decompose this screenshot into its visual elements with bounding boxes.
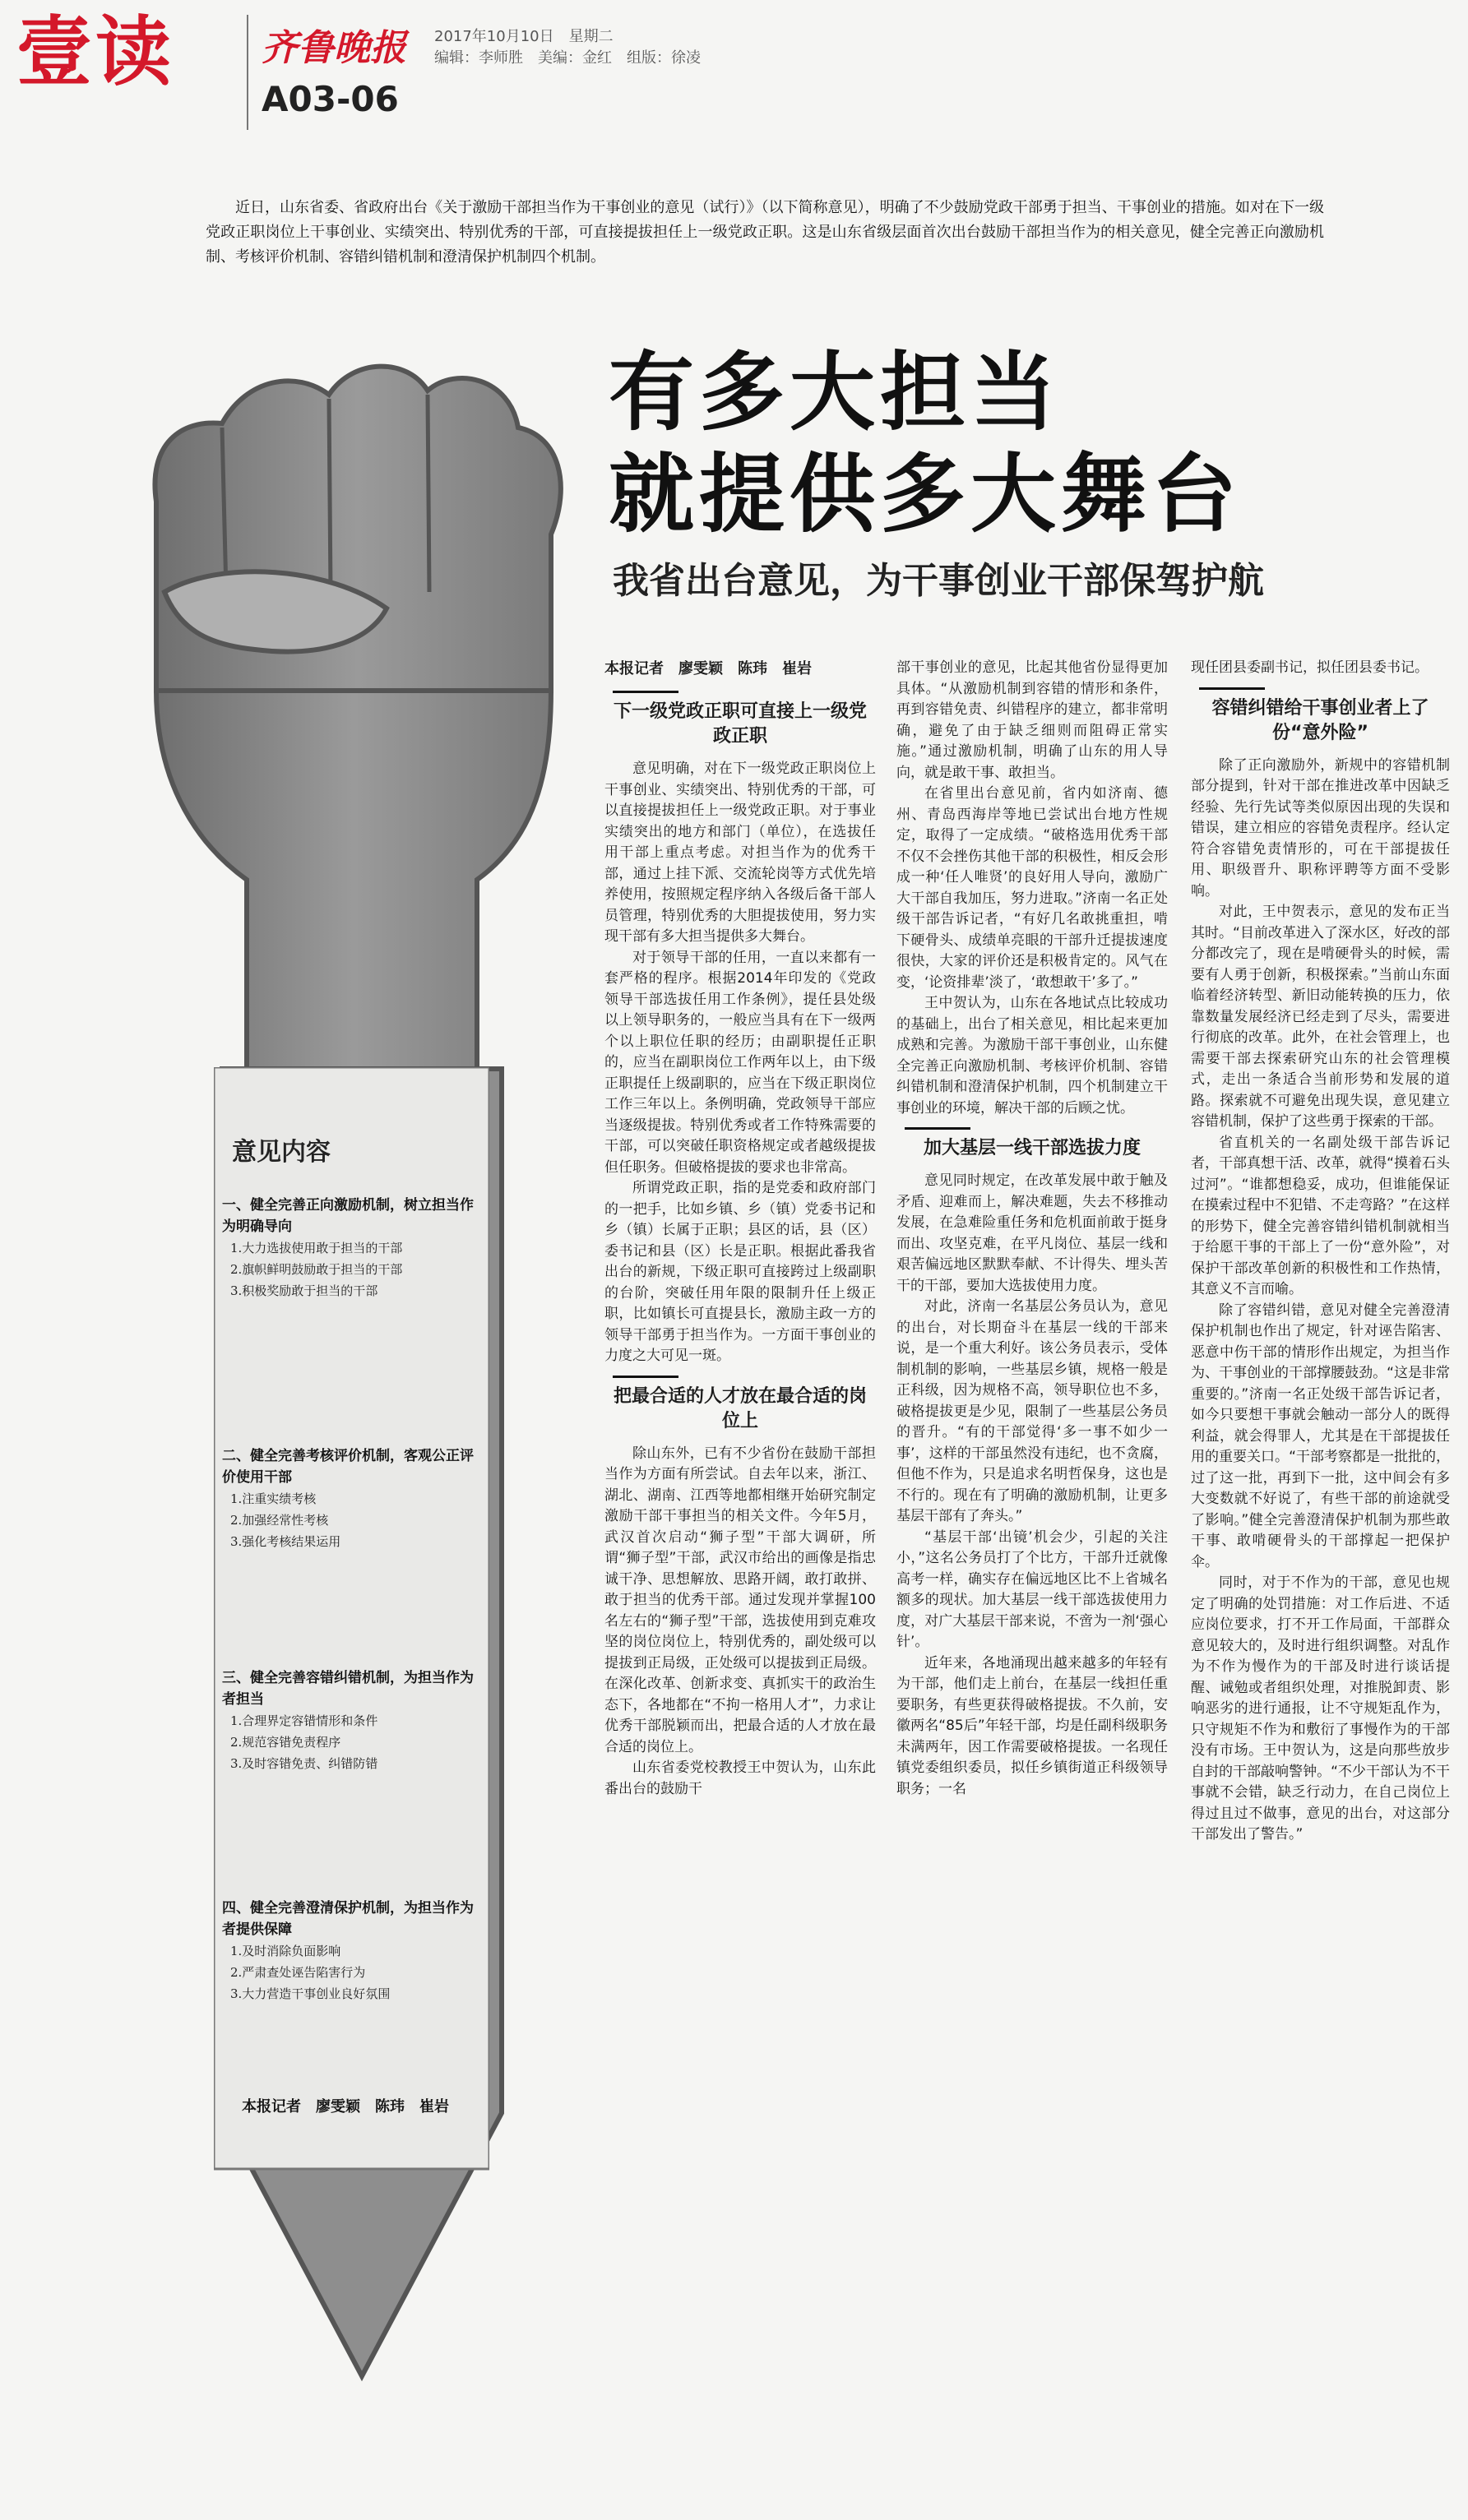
sidebar-item: 3.积极奖励敢于担当的干部 (230, 1283, 378, 1298)
article-paragraph: 同时，对于不作为的干部，意见也规定了明确的处罚措施：对工作后进、不适应岗位要求，打不开工作局面，干部群众意见较大的，及时进行组织调整。对乱作为不作为慢作为的干部及时进行谈话提醒、诫勉或者组织处理，对推脱卸责、影响恶劣的进行通报，让不守规矩乱作为，只守规矩不作为和敷衍了事慢作为的干部没有市场。王中贺认为，这是向那些放步自封的干部敲响警钟。“不少干部认为不干事就不会错，缺乏行动力，在自己岗位上得过且过不做事，意见的出台，对这部分干部发出了警告。” (1191, 1574, 1450, 1843)
sidebar-section-heading: 二、健全完善考核评价机制，客观公正评价使用干部 (222, 1448, 474, 1486)
sidebar-item: 2.加强经常性考核 (230, 1513, 329, 1528)
sidebar-title: 意见内容 (232, 1138, 331, 1167)
sidebar-section-1 (222, 1195, 484, 1302)
page-number: A03-06 (262, 79, 399, 119)
sidebar-item: 2.严肃查处诬告陷害行为 (230, 1965, 366, 1980)
subsection-heading: 下一级党政正职可直接上一级党政正职 (604, 691, 876, 749)
article-paragraph: 在省里出台意见前，省内如济南、德州、青岛西海岸等地已尝试出台地方性规定，取得了一定成绩。“破格选用优秀干部不仅不会挫伤其他干部的积极性，相反会形成一种‘任人唯贤’的良好用人导向，激励广大干部自我加压，努力进取。”济南一名正处级干部告诉记者，“有好几名敢挑重担，啃下硬骨头、成绩单亮眼的干部升迁提拔速度很快，大家的评价还是积极肯定的。风气在变，‘论资排辈’淡了，‘敢想敢干’多了。” (896, 785, 1168, 991)
article-paragraph: 对此，王中贺表示，意见的发布正当其时。“目前改革进入了深水区，好改的部分都改完了，现在是啃硬骨头的时候，需要有人勇于创新，积极探索。”当前山东面临着经济转型、新旧动能转换的压力，依靠数量发展经济已经走到了尽头，需要进行彻底的改革。此外，在社会管理上，也需要干部去探索研究山东的社会管理模式，走出一条适合当前形势和发展的道路。探索就不可避免出现失误，意见建立容错机制，保护了这些勇于探索的干部。 (1191, 904, 1450, 1130)
article-paragraph: 除了容错纠错，意见对健全完善澄清保护机制也作出了规定，针对诬告陷害、恶意中伤干部的情形作出规定，为担当作为、干事创业的干部撑腰鼓劲。“这是非常重要的。”济南一名正处级干部告诉记者，如今只要想干事就会触动一部分人的既得利益，就会得罪人，尤其是在干部提拔任用的重要关口。“干部考察都是一批批的，过了这一批，再到下一批，这中间会有多大变数就不好说了，有些干部的前途就受了影响。”健全完善澄清保护机制为那些敢干事、敢啃硬骨头的干部撑起一把保护伞。 (1191, 1302, 1450, 1570)
intro-paragraph: 近日，山东省委、省政府出台《关于激励干部担当作为干事创业的意见（试行）》（以下简称意见），明确了不少鼓励党政干部勇于担当、干事创业的措施。如对在下一级党政正职岗位上干事创业、实绩突出、特别优秀的干部，可直接提拔担任上一级党政正职。这是山东省级层面首次出台鼓励干部担当作为的相关意见，健全完善正向激励机制、考核评价机制、容错纠错机制和澄清保护机制四个机制。 (206, 199, 1324, 266)
article-column-2 (896, 658, 1168, 1800)
article-byline: 本报记者 廖雯颖 陈玮 崔岩 (604, 660, 812, 677)
article-paragraph: 除了正向激励外，新规中的容错机制部分提到，针对干部在推进改革中因缺乏经验、先行先试等类似原因出现的失误和错误，建立相应的容错免责程序。经认定符合容错免责情形的，可在干部提拔任用、职级晋升、职称评聘等方面不受影响。 (1191, 756, 1450, 899)
fist-palm (156, 691, 551, 1085)
article-paragraph: 现任团县委副书记，拟任团县委书记。 (1191, 659, 1429, 676)
article-paragraph: 山东省委党校教授王中贺认为，山东此番出台的鼓励干 (604, 1759, 876, 1797)
sidebar-opinion-contents (214, 1067, 489, 2161)
article-paragraph: 所谓党政正职，指的是党委和政府部门的一把手，比如乡镇、乡（镇）党委书记和乡（镇）长属于正职；县区的话，县（区）委书记和县（区）长是正职。根据此番我省出台的新规，下级正职可直接跨过上级副职的台阶，突破任用年限的限制升任上级正职，比如镇长可直提县长，激励主政一方的领导干部勇于担当作为。一方面干事创业的力度之大可见一斑。 (604, 1180, 876, 1364)
article-paragraph: 省直机关的一名副处级干部告诉记者，干部真想干活、改革，就得“摸着石头过河”。“谁都想稳妥，成功，但谁能保证在摸索过程中不犯错、不走弯路？”在这样的形势下，健全完善容错纠错机制就相当于给愿干事的干部上了一份“意外险”，对保护干部改革创新的积极性和工作热情，其意义不言而喻。 (1191, 1134, 1450, 1297)
article-paragraph: 对于领导干部的任用，一直以来都有一套严格的程序。根据2014年印发的《党政领导干部选拔任用工作条例》，提任县处级以上领导职务的，一般应当具有在下一级两个以上职位任职的经历；由副职提任正职的，应当在副职岗位工作两年以上，由下级正职提任上级副职的，应当在下级正职岗位工作三年以上。条例明确，党政领导干部应当逐级提拔。特别优秀或者工作特殊需要的干部，可以突破任职资格规定或者越级提拔但任职务。但破格提拔的要求也非常高。 (604, 949, 876, 1176)
sidebar-section-heading: 一、健全完善正向激励机制，树立担当作为明确导向 (222, 1197, 474, 1235)
sidebar-item: 3.大力营造干事创业良好氛围 (230, 1986, 391, 2001)
article-paragraph: 意见明确，对在下一级党政正职岗位上干事创业、实绩突出、特别优秀的干部，可以直接提拔担任上一级党政正职。对于事业实绩突出的地方和部门（单位），在选拔任用干部上重点考虑。对担当作为的优秀干部，通过上挂下派、交流轮岗等方式优先培养使用，按照规定程序纳入各级后备干部人员管理，特别优秀的大胆提拔使用，努力实现干部有多大担当提供多大舞台。 (604, 761, 876, 945)
subsection-heading: 容错纠错给干事创业者上了份“意外险” (1191, 687, 1450, 746)
sidebar-item: 1.及时消除负面影响 (230, 1944, 341, 1958)
article-paragraph: 意见同时规定，在改革发展中敢于触及矛盾、迎难而上，解决难题，失去不移推动发展，在急难险重任务和危机面前敢于挺身而出、攻坚克难，在平凡岗位、基层一线和艰苦偏远地区默默奉献、不计得失、埋头苦干的干部，要加大选拔使用力度。 (896, 1172, 1168, 1294)
article-column-3 (1191, 658, 1450, 1846)
sidebar-section-heading: 四、健全完善澄清保护机制，为担当作为者提供保障 (222, 1900, 474, 1938)
sidebar-item: 2.旗帜鲜明鼓励敢于担当的干部 (230, 1262, 403, 1277)
editorial-staff: 编辑：李师胜 美编：金红 组版：徐凌 (434, 49, 701, 67)
article-paragraph: 王中贺认为，山东在各地试点比较成功的基础上，出台了相关意见，相比起来更加成熟和完善。为激励干部干事创业，山东健全完善正向激励机制、考核评价机制、容错纠错机制和澄清保护机制，四个机制建立干事创业的环境，解决干部的后顾之忧。 (896, 995, 1168, 1117)
sidebar-item: 3.及时容错免责、纠错防错 (230, 1756, 378, 1771)
masthead-divider (247, 15, 248, 130)
sidebar-byline: 本报记者 廖雯颖 陈玮 崔岩 (242, 2098, 449, 2115)
headline-line-2: 就提供多大舞台 (609, 444, 1243, 544)
sidebar-section-heading: 三、健全完善容错纠错机制，为担当作为者担当 (222, 1670, 474, 1708)
sidebar-item: 1.合理界定容错情形和条件 (230, 1713, 378, 1728)
article-paragraph: “基层干部‘出镜’机会少，引起的关注小，”这名公务员打了个比方，干部升迁就像高考一样，确实存在偏远地区比不上省城名额多的现状。加大基层一线干部选拔使用力度，对广大基层干部来说，不啻为一剂‘强心针’。 (896, 1528, 1168, 1650)
sidebar-item: 2.规范容错免责程序 (230, 1735, 341, 1750)
paper-name: 齐鲁晚报 (262, 27, 406, 69)
headline (609, 341, 1242, 545)
section-title: 壹读 (16, 8, 175, 96)
sidebar-section-3 (222, 1667, 484, 1774)
sidebar-section-2 (222, 1445, 484, 1552)
publish-date: 2017年10月10日 星期二 (434, 28, 614, 45)
sidebar-section-4 (222, 1898, 484, 2004)
sidebar-item: 3.强化考核结果运用 (230, 1534, 341, 1549)
subsection-heading: 加大基层一线干部选拔力度 (896, 1127, 1168, 1161)
article-paragraph: 对此，济南一名基层公务员认为，意见的出台，对长期奋斗在基层一线的干部来说，是一个重大利好。该公务员表示，受体制机制的影响，一些基层乡镇，规格一般是正科级，因为规格不高，领导职位也不多，破格提拔更是少见，限制了一些基层公务员的晋升。“有的干部觉得‘多一事不如少一事’，这样的干部虽然没有违纪，也不贪腐，但他不作为，只是追求名明哲保身，这也是不行的。现在有了明确的激励机制，让更多基层干部有了奔头。” (896, 1298, 1168, 1524)
article-column-1 (604, 658, 876, 1800)
article-paragraph: 除山东外，已有不少省份在鼓励干部担当作为方面有所尝试。自去年以来，浙江、湖北、湖南、江西等地都相继开始研究制定激励干部干事担当的相关文件。今年5月，武汉首次启动“狮子型”干部大调研，所谓“狮子型”干部，武汉市给出的画像是指忠诚干净、思想解放、思路开阔，敢打敢拼、敢于担当的优秀干部。通过发现并掌握100名左右的“狮子型”干部，选拔使用到克难攻坚的岗位岗位上，特别优秀的，副处级可以提拔到正局级，正处级可以提拔到正局级。在深化改革、创新求变、真抓实干的政治生态下，各地都在“不拘一格用人才”，力求让优秀干部脱颖而出，把最合适的人才放在最合适的岗位上。 (604, 1445, 876, 1755)
subsection-heading: 把最合适的人才放在最合适的岗位上 (604, 1376, 876, 1434)
headline-line-1: 有多大担当 (609, 342, 1062, 442)
article-paragraph: 近年来，各地涌现出越来越多的年轻有为干部，他们走上前台，在基层一线担任重要职务，有些更获得破格提拔。不久前，安徽两名“85后”年轻干部，均是任副科级职务未满两年，因工作需要破格提拔。一名现任镇党委组织委员，拟任乡镇街道正科级领导职务；一名 (896, 1654, 1168, 1797)
sidebar-item: 1.注重实绩考核 (230, 1491, 317, 1506)
subheadline: 我省出台意见，为干事创业干部保驾护航 (613, 560, 1264, 602)
article-paragraph: 部干事创业的意见，比起其他省份显得更加具体。“从激励机制到容错的情形和条件，再到容错免责、纠错程序的建立，都非常明确，避免了由于缺乏细则而阻碍正常实施。”通过激励机制，明确了山东的用人导向，就是敢干事、敢担当。 (896, 659, 1168, 781)
sidebar-item: 1.大力选拔使用敢于担当的干部 (230, 1241, 403, 1255)
